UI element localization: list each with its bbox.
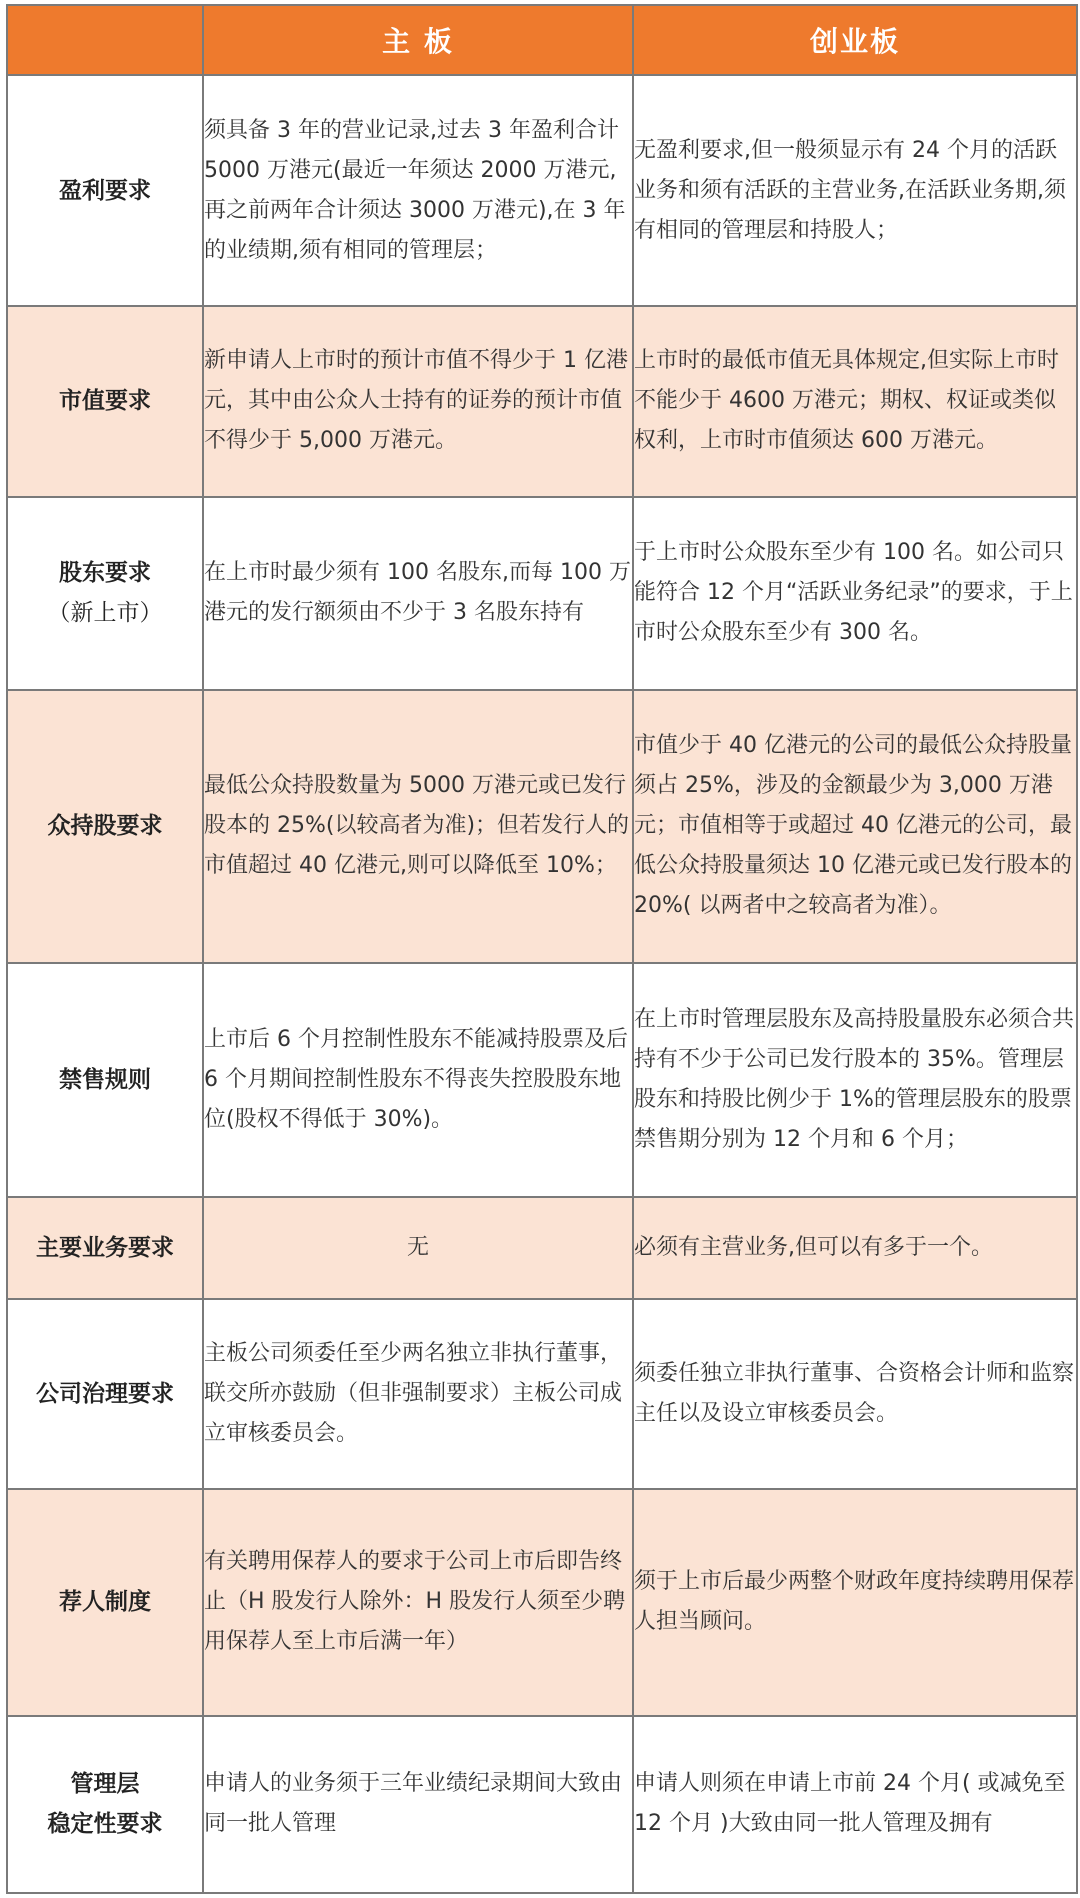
gem-board-cell: 市值少于 40 亿港元的公司的最低公众持股量须占 25%，涉及的金额最少为 3,000 万港元；市值相等于或超过 40 亿港元的公司，最低公众持股量须达 10 亿港元或已发行股本的 20%( 以两者中之较高者为准）。 <box>633 690 1077 963</box>
row-main-business-requirement <box>7 1197 1077 1299</box>
row-lockup-rules <box>7 963 1077 1197</box>
header-row <box>7 5 1077 75</box>
gem-board-cell: 申请人则须在申请上市前 24 个月( 或减免至 12 个月 )大致由同一批人管理及拥有 <box>633 1716 1077 1893</box>
main-board-cell: 在上市时最少须有 100 名股东,而每 100 万港元的发行额须由不少于 3 名股东持有 <box>203 497 633 690</box>
row-label: 众持股要求 <box>7 690 203 963</box>
gem-board-cell: 于上市时公众股东至少有 100 名。如公司只能符合 12 个月“活跃业务纪录”的要求，于上市时公众股东至少有 300 名。 <box>633 497 1077 690</box>
main-board-cell: 须具备 3 年的营业记录,过去 3 年盈利合计 5000 万港元(最近一年须达 2000 万港元,再之前两年合计须达 3000 万港元),在 3 年的业绩期,须有相同的管理层； <box>203 75 633 306</box>
gem-board-cell: 在上市时管理层股东及高持股量股东必须合共持有不少于公司已发行股本的 35%。管理层股东和持股比例少于 1%的管理层股东的股票禁售期分别为 12 个月和 6 个月； <box>633 963 1077 1197</box>
row-sponsor-system <box>7 1489 1077 1716</box>
row-market-cap-requirement <box>7 306 1077 497</box>
row-profit-requirement <box>7 75 1077 306</box>
row-label: 荐人制度 <box>7 1489 203 1716</box>
row-label: 盈利要求 <box>7 75 203 306</box>
main-board-cell: 有关聘用保荐人的要求于公司上市后即告终止（H 股发行人除外：H 股发行人须至少聘用保荐人至上市后满一年） <box>203 1489 633 1716</box>
main-board-cell: 新申请人上市时的预计市值不得少于 1 亿港元，其中由公众人士持有的证券的预计市值不得少于 5,000 万港元。 <box>203 306 633 497</box>
header-corner-cell <box>7 5 203 75</box>
row-label: 禁售规则 <box>7 963 203 1197</box>
row-label: 管理层 <box>70 1771 140 1798</box>
row-label-cell <box>7 497 203 690</box>
gem-board-cell: 上市时的最低市值无具体规定,但实际上市时不能少于 4600 万港元；期权、权证或类似权利，上市时市值须达 600 万港元。 <box>633 306 1077 497</box>
main-board-cell: 主板公司须委任至少两名独立非执行董事，联交所亦鼓励（但非强制要求）主板公司成立审核委员会。 <box>203 1299 633 1489</box>
row-label-sub: （新上市） <box>47 600 163 627</box>
row-label-sub: 稳定性要求 <box>47 1811 163 1838</box>
row-public-float-requirement <box>7 690 1077 963</box>
gem-board-cell: 须委任独立非执行董事、合资格会计师和监察主任以及设立审核委员会。 <box>633 1299 1077 1489</box>
row-label: 主要业务要求 <box>7 1197 203 1299</box>
header-gem-board: 创业板 <box>633 5 1077 75</box>
header-main-board: 主 板 <box>203 5 633 75</box>
row-label: 市值要求 <box>7 306 203 497</box>
gem-board-cell: 无盈利要求,但一般须显示有 24 个月的活跃业务和须有活跃的主营业务,在活跃业务期,须有相同的管理层和持股人； <box>633 75 1077 306</box>
gem-board-cell: 须于上市后最少两整个财政年度持续聘用保荐人担当顾问。 <box>633 1489 1077 1716</box>
row-label-cell <box>7 1716 203 1893</box>
main-board-cell: 上市后 6 个月控制性股东不能减持股票及后 6 个月期间控制性股东不得丧失控股股东地位(股权不得低于 30%)。 <box>203 963 633 1197</box>
main-board-cell: 无 <box>203 1197 633 1299</box>
row-corporate-governance <box>7 1299 1077 1489</box>
row-label: 公司治理要求 <box>7 1299 203 1489</box>
row-shareholder-requirement <box>7 497 1077 690</box>
main-board-cell: 最低公众持股数量为 5000 万港元或已发行股本的 25%(以较高者为准)；但若发行人的市值超过 40 亿港元,则可以降低至 10%； <box>203 690 633 963</box>
main-board-cell: 申请人的业务须于三年业绩纪录期间大致由同一批人管理 <box>203 1716 633 1893</box>
row-label: 股东要求 <box>59 560 151 587</box>
row-management-stability <box>7 1716 1077 1893</box>
comparison-table <box>6 4 1078 1894</box>
gem-board-cell: 必须有主营业务,但可以有多于一个。 <box>633 1197 1077 1299</box>
